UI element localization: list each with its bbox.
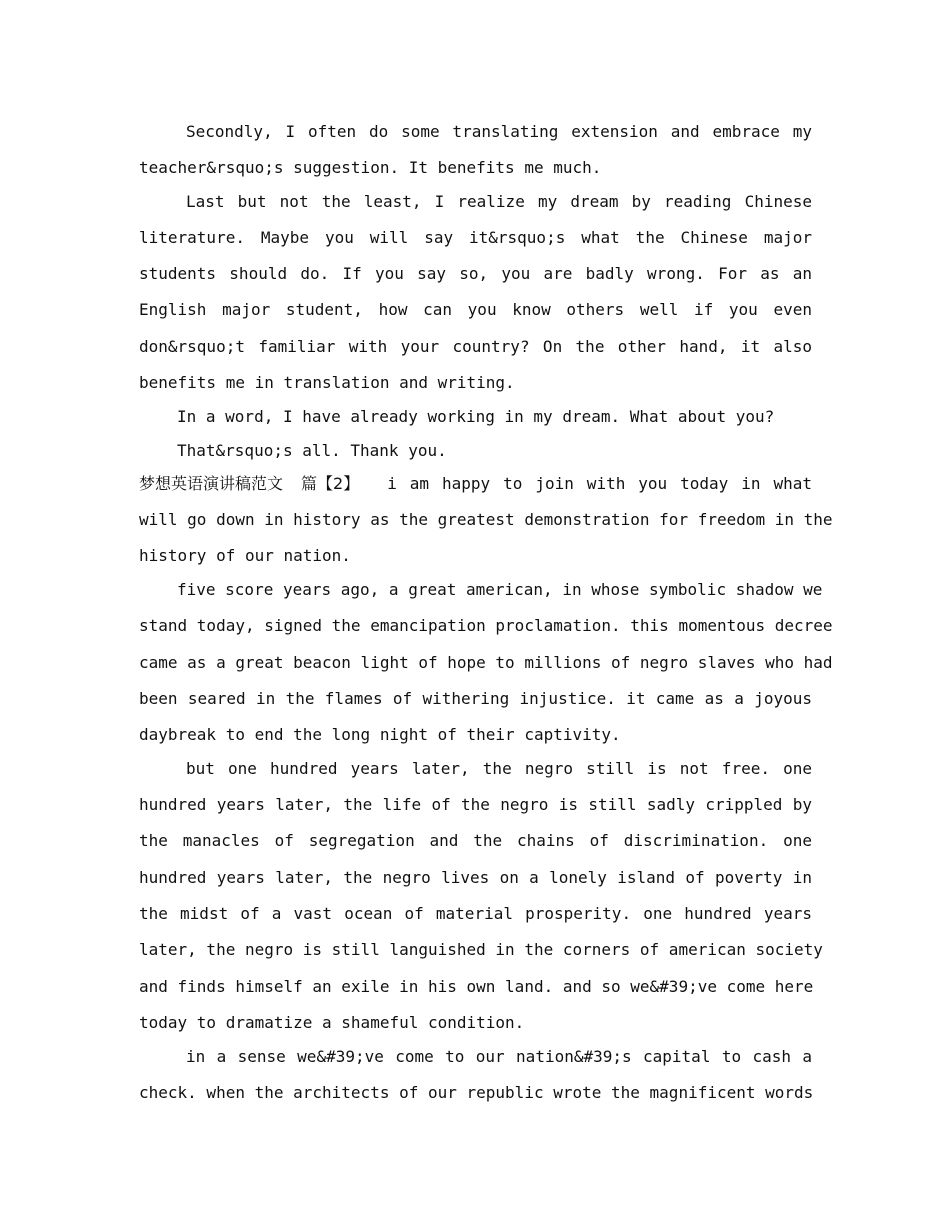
paragraph-line: will go down in history as the greatest demonstration for freedom in the <box>139 510 833 529</box>
paragraph-line: hundred years later, the life of the negro is still sadly crippled by <box>139 795 812 814</box>
paragraph-line: In a word, I have already working in my dream. What about you? <box>177 407 775 426</box>
paragraph-line: students should do. If you say so, you are badly wrong. For as an <box>139 264 812 283</box>
paragraph-line: the manacles of segregation and the chains of discrimination. one <box>139 831 812 850</box>
paragraph-line: history of our nation. <box>139 546 351 565</box>
heading-section: 篇【2】 <box>301 474 360 493</box>
paragraph-line: five score years ago, a great american, in whose symbolic shadow we <box>177 580 823 599</box>
paragraph-line: literature. Maybe you will say it&rsquo;s what the Chinese major <box>139 228 812 247</box>
paragraph-line: in a sense we&#39;ve come to our nation&#39;s capital to cash a <box>186 1047 812 1066</box>
paragraph-line: English major student, how can you know others well if you even <box>139 300 812 319</box>
paragraph-line: That&rsquo;s all. Thank you. <box>177 441 447 460</box>
paragraph-line: came as a great beacon light of hope to millions of negro slaves who had <box>139 653 833 672</box>
paragraph-line: benefits me in translation and writing. <box>139 373 515 392</box>
paragraph-line: stand today, signed the emancipation proclamation. this momentous decree <box>139 616 833 635</box>
heading-text: i am happy to join with you today in what <box>387 474 812 493</box>
paragraph-line: Last but not the least, I realize my dream by reading Chinese <box>186 192 812 211</box>
paragraph-line: and finds himself an exile in his own land. and so we&#39;ve come here <box>139 977 814 996</box>
paragraph-line: the midst of a vast ocean of material prosperity. one hundred years <box>139 904 812 923</box>
paragraph-line: later, the negro is still languished in the corners of american society <box>139 940 823 959</box>
paragraph-line: today to dramatize a shameful condition. <box>139 1013 525 1032</box>
paragraph-line: daybreak to end the long night of their captivity. <box>139 725 621 744</box>
paragraph-line: Secondly, I often do some translating extension and embrace my <box>186 122 812 141</box>
paragraph-line: don&rsquo;t familiar with your country? On the other hand, it also <box>139 337 812 356</box>
heading-title: 梦想英语演讲稿范文 <box>139 474 284 493</box>
paragraph-line: hundred years later, the negro lives on a lonely island of poverty in <box>139 868 812 887</box>
paragraph-line: check. when the architects of our republic wrote the magnificent words <box>139 1083 814 1102</box>
paragraph-line: but one hundred years later, the negro still is not free. one <box>186 759 812 778</box>
paragraph-line: been seared in the flames of withering injustice. it came as a joyous <box>139 689 812 708</box>
paragraph-line: teacher&rsquo;s suggestion. It benefits me much. <box>139 158 602 177</box>
section-heading <box>139 474 812 494</box>
